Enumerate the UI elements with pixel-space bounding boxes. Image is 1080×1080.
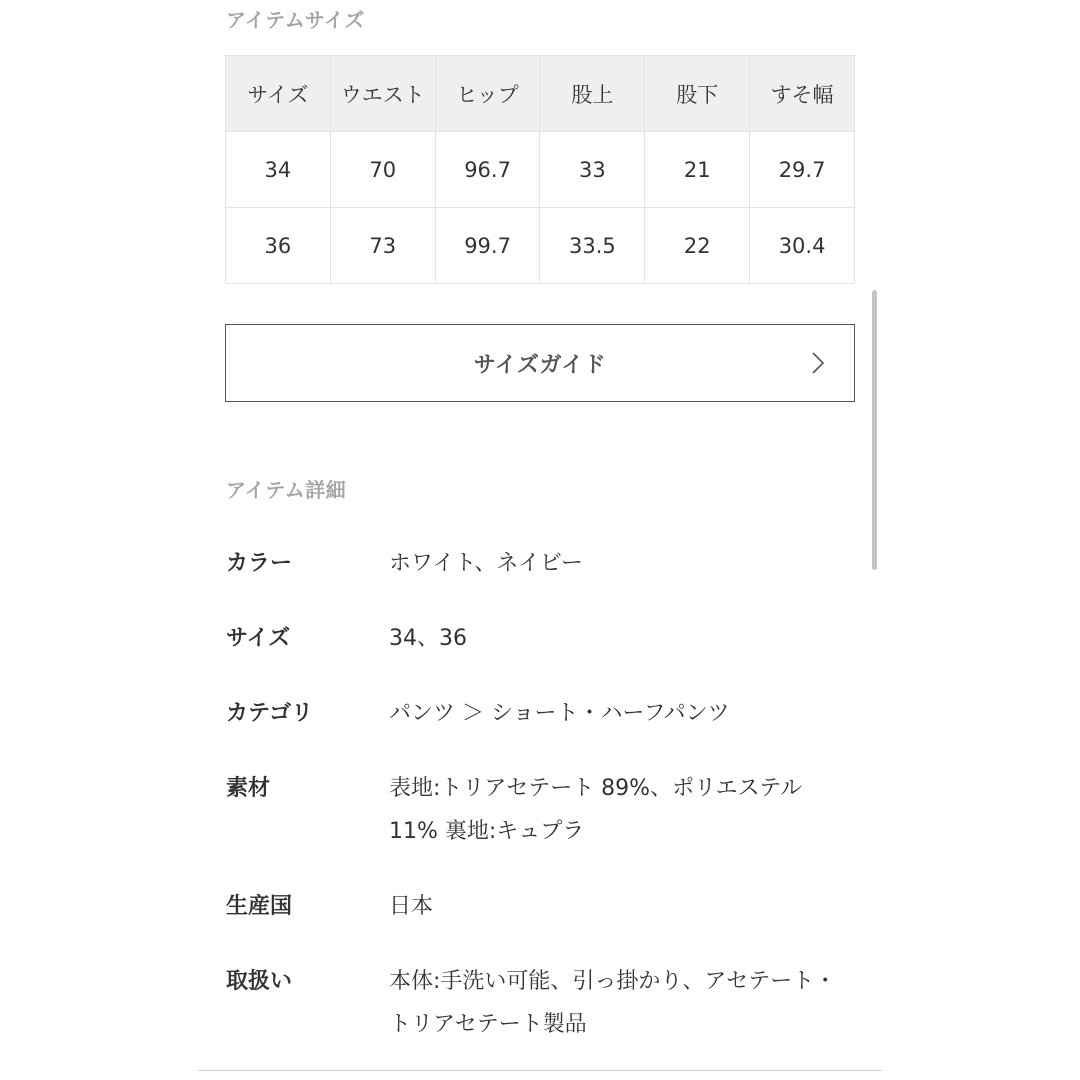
table-cell: 29.7 — [750, 132, 855, 208]
table-cell: 34 — [226, 132, 331, 208]
table-cell: 96.7 — [435, 132, 540, 208]
scrollbar-thumb[interactable] — [872, 290, 877, 570]
detail-value: 34、36 — [389, 626, 467, 651]
header-waist: ウエスト — [330, 56, 435, 132]
divider — [198, 1070, 882, 1071]
table-cell: 33 — [540, 132, 645, 208]
detail-label: サイズ — [226, 626, 291, 651]
table-row — [226, 208, 855, 284]
header-hip: ヒップ — [435, 56, 540, 132]
detail-label: カテゴリ — [226, 701, 314, 726]
header-size: サイズ — [226, 56, 331, 132]
header-rise: 股上 — [540, 56, 645, 132]
detail-value: 本体:手洗い可能、引っ掛かり、アセテート・トリアセテート製品 — [389, 969, 837, 1037]
table-cell: 70 — [330, 132, 435, 208]
size-guide-label: サイズガイド — [473, 352, 607, 378]
detail-label: 生産国 — [226, 894, 293, 919]
table-cell: 30.4 — [750, 208, 855, 284]
table-row — [226, 132, 855, 208]
detail-label: 素材 — [226, 776, 271, 801]
detail-label: カラー — [226, 551, 293, 576]
table-cell: 33.5 — [540, 208, 645, 284]
detail-value: 表地:トリアセテート 89%、ポリエステル 11% 裏地:キュプラ — [389, 776, 803, 844]
chevron-right-icon — [806, 351, 830, 375]
detail-value: 日本 — [389, 894, 434, 919]
size-guide-button[interactable] — [225, 324, 855, 402]
table-cell: 99.7 — [435, 208, 540, 284]
table-cell: 36 — [226, 208, 331, 284]
table-cell: 22 — [645, 208, 750, 284]
detail-value: パンツ ＞ ショート・ハーフパンツ — [389, 701, 730, 726]
size-table-header-row — [226, 56, 855, 132]
header-hem-width: すそ幅 — [750, 56, 855, 132]
size-table — [225, 55, 855, 284]
header-inseam: 股下 — [645, 56, 750, 132]
detail-value: ホワイト、ネイビー — [389, 551, 584, 576]
detail-label: 取扱い — [226, 969, 293, 994]
table-cell: 21 — [645, 132, 750, 208]
size-section-title: アイテムサイズ — [226, 8, 365, 32]
detail-section-title: アイテム詳細 — [226, 478, 347, 502]
table-cell: 73 — [330, 208, 435, 284]
